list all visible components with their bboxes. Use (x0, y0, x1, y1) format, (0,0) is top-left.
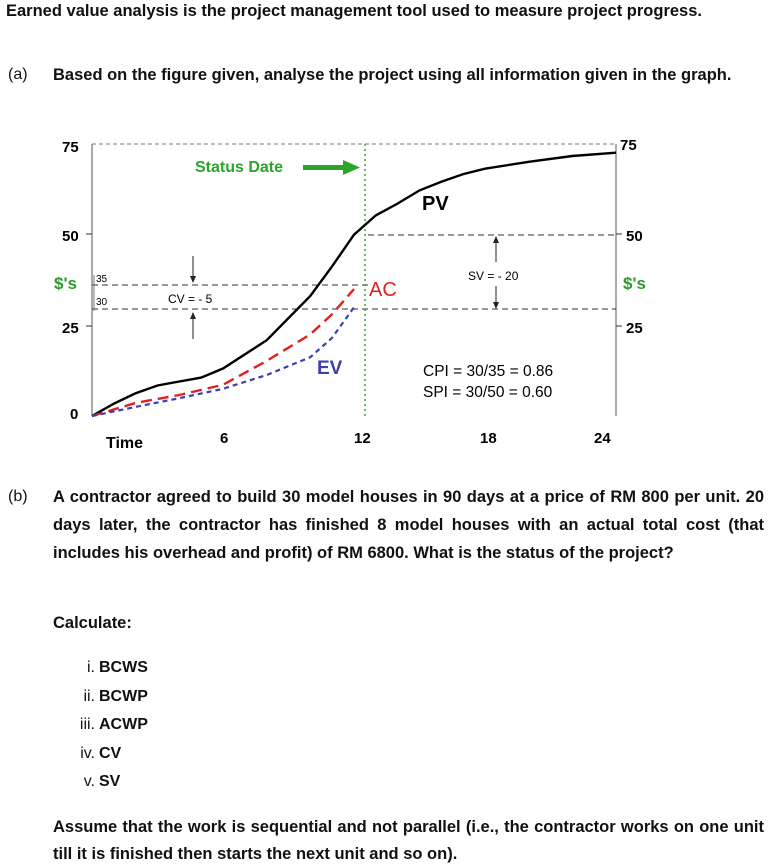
ac-series-label: AC (369, 279, 397, 301)
ac-series-line (92, 289, 354, 416)
sv-arrow-down-head (493, 302, 499, 309)
ev-series-line (92, 307, 354, 416)
pv-series-label: PV (422, 193, 449, 215)
status-date-arrow-head (343, 160, 360, 175)
calculate-heading: Calculate: (53, 614, 132, 632)
part-a-text: Based on the figure given, analyse the project using all information given in the graph. (53, 66, 732, 84)
ac-level-label: 35 (96, 274, 108, 285)
sv-label: SV = - 20 (468, 269, 519, 283)
left-tick-label-75: 75 (62, 139, 79, 156)
part-b-text: A contractor agreed to build 30 model houses in 90 days at a price of RM 800 per unit. 20 days later, the contractor has finished 8 model houses with an actual total cost (that includes his overhead and profit) of RM 6800. What is the status of the project? (53, 488, 764, 562)
right-tick-label-25: 25 (626, 320, 643, 337)
status-date-arrow-shaft (303, 165, 345, 170)
x-tick-label-12: 12 (354, 430, 371, 447)
cv-label: CV = - 5 (168, 292, 213, 306)
list-item: iii. ACWP (79, 716, 148, 733)
cpi-label: CPI = 30/35 = 0.86 (423, 363, 554, 380)
x-tick-label-6: 6 (220, 430, 229, 447)
x-axis-label: Time (106, 435, 144, 452)
status-date-label: Status Date (195, 159, 284, 176)
part-a-label: (a) (8, 66, 28, 83)
spi-label: SPI = 30/50 = 0.60 (423, 384, 553, 401)
x-tick-label-18: 18 (480, 430, 497, 447)
right-dollar-label: $'s (623, 274, 646, 293)
intro-text: Earned value analysis is the project management tool used to measure project progress. (6, 2, 702, 20)
ev-level-label: 30 (96, 297, 108, 308)
list-item: ii. BCWP (83, 687, 148, 705)
calculation-list (53, 654, 148, 797)
cv-arrow-up-head (190, 312, 196, 319)
sv-arrow-up-head (493, 236, 499, 243)
assumption-note: Assume that the work is sequential and not parallel (i.e., the contractor works on one unit till it is finished then starts the next unit and so on). (53, 818, 764, 863)
earned-value-chart (0, 128, 680, 458)
right-tick-label-50: 50 (626, 228, 643, 245)
left-tick-label-0: 0 (70, 406, 79, 423)
list-item: i. BCWS (87, 659, 148, 676)
list-item: v. SV (83, 773, 121, 790)
left-tick-label-25: 25 (62, 320, 79, 337)
list-item: iv. CV (80, 744, 122, 762)
ev-series-label: EV (317, 358, 343, 379)
left-dollar-label: $'s (54, 274, 77, 293)
part-b-label: (b) (8, 488, 28, 505)
left-tick-label-50: 50 (62, 228, 79, 245)
x-tick-label-24: 24 (594, 430, 611, 447)
cv-arrow-down-head (190, 276, 196, 283)
right-tick-label-75: 75 (620, 137, 637, 154)
